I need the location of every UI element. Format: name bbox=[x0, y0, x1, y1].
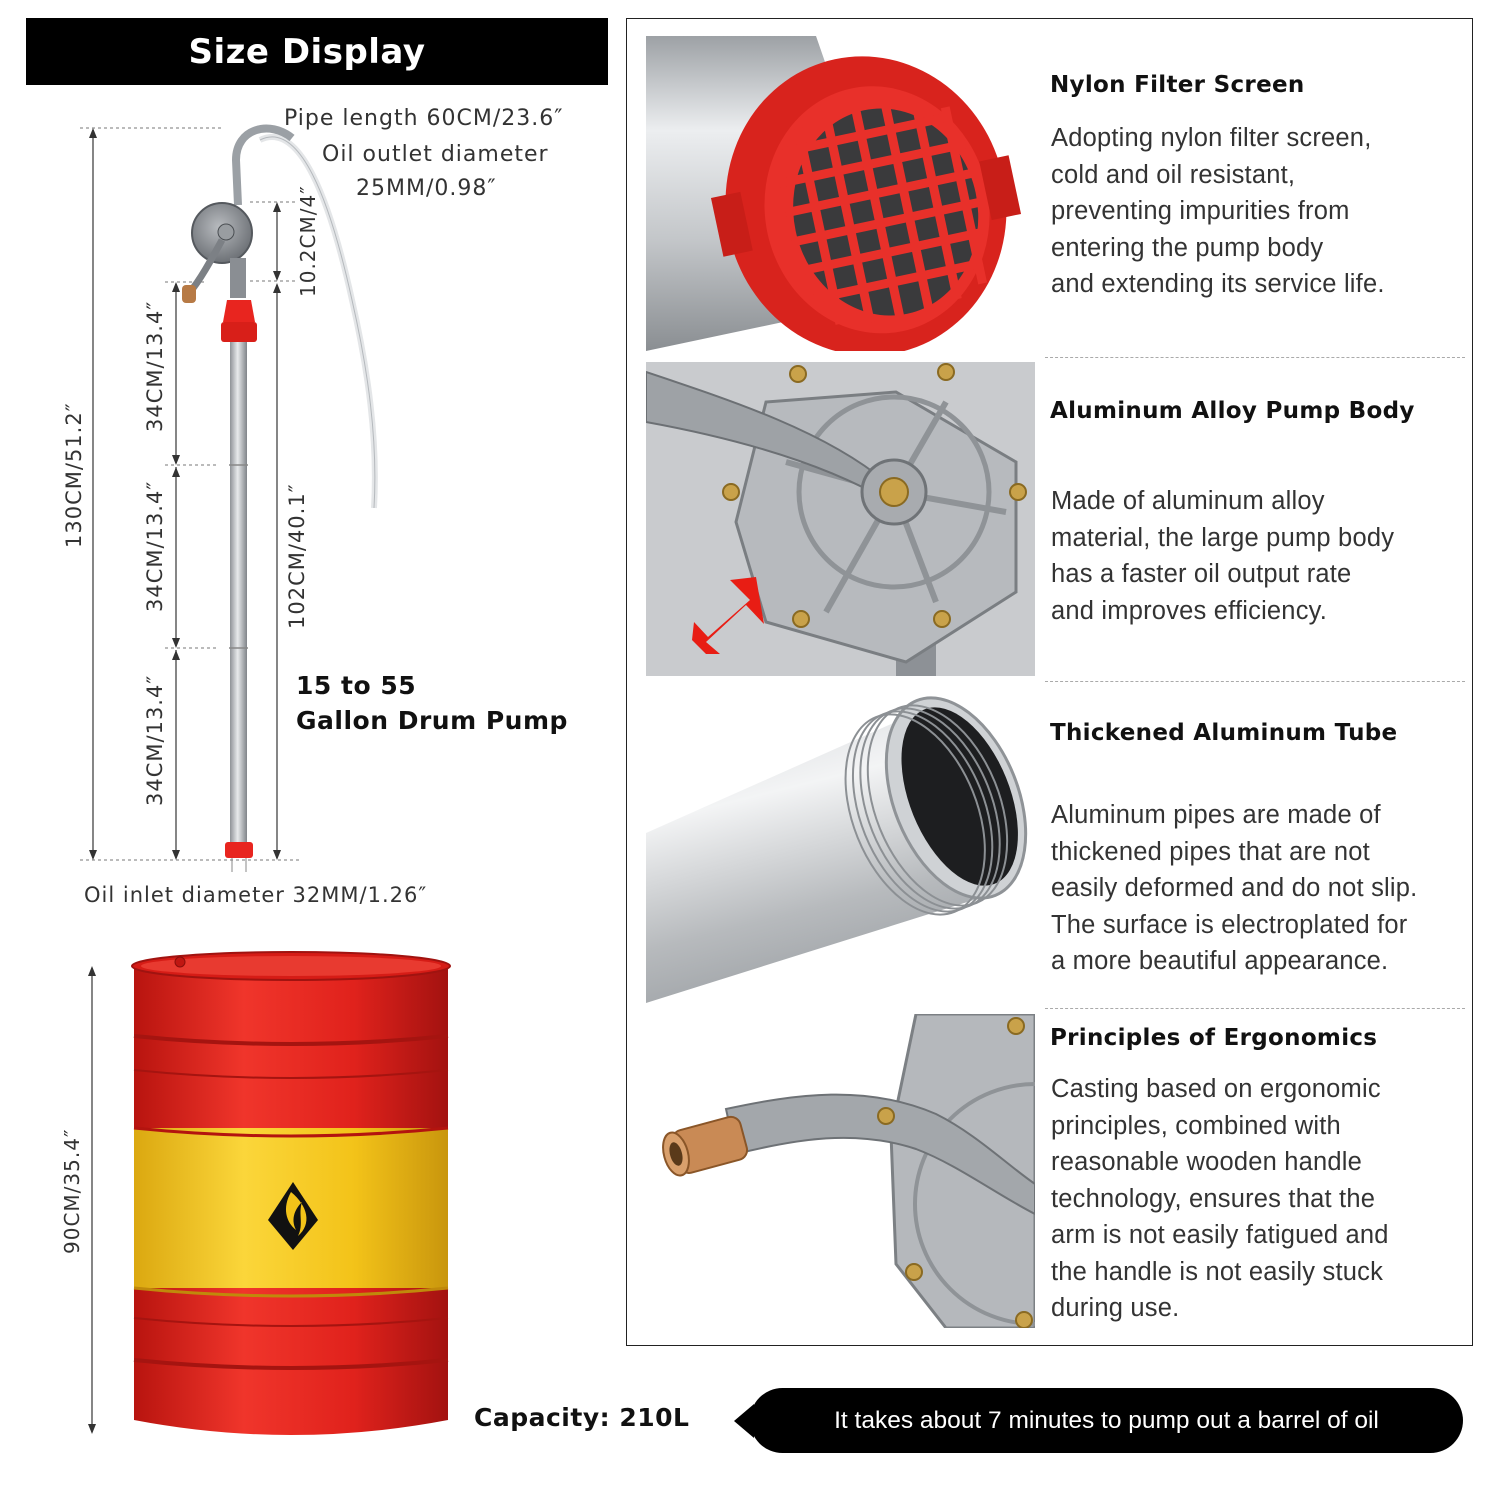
feature-desc-line: reasonable wooden handle bbox=[1051, 1148, 1363, 1176]
feature-desc-line: and extending its service life. bbox=[1051, 270, 1385, 298]
feature-desc-line: Aluminum pipes are made of bbox=[1051, 801, 1381, 829]
feature-desc-line: Adopting nylon filter screen, bbox=[1051, 124, 1372, 152]
feature-divider bbox=[1045, 1008, 1465, 1009]
dimension-sections bbox=[165, 282, 216, 860]
dimension-drum-height bbox=[88, 966, 96, 1434]
feature-desc-line: during use. bbox=[1051, 1294, 1180, 1322]
feature-title-filter: Nylon Filter Screen bbox=[1050, 72, 1305, 98]
oil-drum-icon bbox=[132, 952, 450, 1435]
feature-desc-ergonomics bbox=[1051, 1071, 1389, 1327]
pump-body-photo bbox=[646, 362, 1035, 676]
tube-bottom-inlet bbox=[225, 842, 253, 872]
aluminum-tube-photo bbox=[646, 693, 1035, 1003]
feature-title-tube: Thickened Aluminum Tube bbox=[1050, 720, 1398, 746]
nylon-filter-photo bbox=[646, 36, 1036, 351]
feature-desc-line: has a faster oil output rate bbox=[1051, 560, 1352, 588]
feature-desc-line: entering the pump body bbox=[1051, 233, 1324, 262]
pipe-length-label: Pipe length 60CM/23.6″ bbox=[284, 106, 564, 131]
dim-head-label: 10.2CM/4″ bbox=[296, 185, 320, 297]
pump-time-text: It takes about 7 minutes to pump out a barrel of oil bbox=[834, 1406, 1379, 1434]
oil-drum-diagram bbox=[50, 940, 470, 1480]
drum-pump-line2: Gallon Drum Pump bbox=[296, 706, 568, 735]
tube-top-cap bbox=[221, 300, 257, 342]
feature-desc-line: and improves efficiency. bbox=[1051, 596, 1327, 625]
dim-tube-label: 102CM/40.1″ bbox=[285, 483, 309, 629]
feature-desc-line: material, the large pump body bbox=[1051, 523, 1395, 552]
drum-pump-line1: 15 to 55 bbox=[296, 671, 417, 700]
dim-total-label: 130CM/51.2″ bbox=[62, 402, 86, 548]
feature-desc-tube bbox=[1051, 797, 1417, 980]
dim-section-bottom-label: 34CM/13.4″ bbox=[143, 674, 167, 806]
ergonomic-handle-photo bbox=[646, 1014, 1035, 1328]
size-display-title: Size Display bbox=[188, 31, 426, 72]
feature-desc-pump-body bbox=[1051, 483, 1394, 629]
feature-desc-line: Made of aluminum alloy bbox=[1051, 487, 1325, 515]
aluminum-tube bbox=[230, 342, 247, 847]
pump-time-banner bbox=[750, 1388, 1463, 1453]
feature-desc-line: principles, combined with bbox=[1051, 1111, 1341, 1140]
feature-desc-line: preventing impurities from bbox=[1051, 197, 1350, 225]
drum-pump-label bbox=[296, 668, 568, 738]
feature-desc-line: Casting based on ergonomic bbox=[1051, 1075, 1381, 1103]
dim-section-mid-label: 34CM/13.4″ bbox=[143, 480, 167, 612]
feature-divider bbox=[1045, 681, 1465, 682]
capacity-label: Capacity: 210L bbox=[474, 1403, 690, 1432]
feature-divider bbox=[1045, 357, 1465, 358]
feature-desc-line: easily deformed and do not slip. bbox=[1051, 874, 1418, 902]
feature-desc-line: technology, ensures that the bbox=[1051, 1184, 1376, 1213]
dim-section-top-label: 34CM/13.4″ bbox=[143, 300, 167, 432]
feature-desc-line: cold and oil resistant, bbox=[1051, 160, 1296, 189]
red-arrow-icon bbox=[692, 577, 764, 654]
dimension-total bbox=[80, 128, 300, 860]
feature-desc-line: a more beautiful appearance. bbox=[1051, 947, 1389, 975]
feature-title-pump-body: Aluminum Alloy Pump Body bbox=[1050, 398, 1415, 424]
feature-desc-line: the handle is not easily stuck bbox=[1051, 1257, 1384, 1286]
outlet-diameter-value: 25MM/0.98″ bbox=[356, 176, 497, 201]
pump-dimension-diagram bbox=[0, 0, 620, 940]
feature-desc-line: arm is not easily fatigued and bbox=[1051, 1221, 1389, 1249]
inlet-diameter-label: Oil inlet diameter 32MM/1.26″ bbox=[84, 883, 428, 907]
feature-desc-filter bbox=[1051, 120, 1385, 303]
feature-desc-line: The surface is electroplated for bbox=[1051, 910, 1408, 939]
drum-height-label: 90CM/35.4″ bbox=[60, 1128, 84, 1254]
outlet-diameter-label: Oil outlet diameter bbox=[322, 142, 549, 167]
feature-desc-line: thickened pipes that are not bbox=[1051, 837, 1370, 866]
hand-crank-pump-icon bbox=[182, 203, 252, 303]
feature-title-ergonomics: Principles of Ergonomics bbox=[1050, 1025, 1378, 1051]
